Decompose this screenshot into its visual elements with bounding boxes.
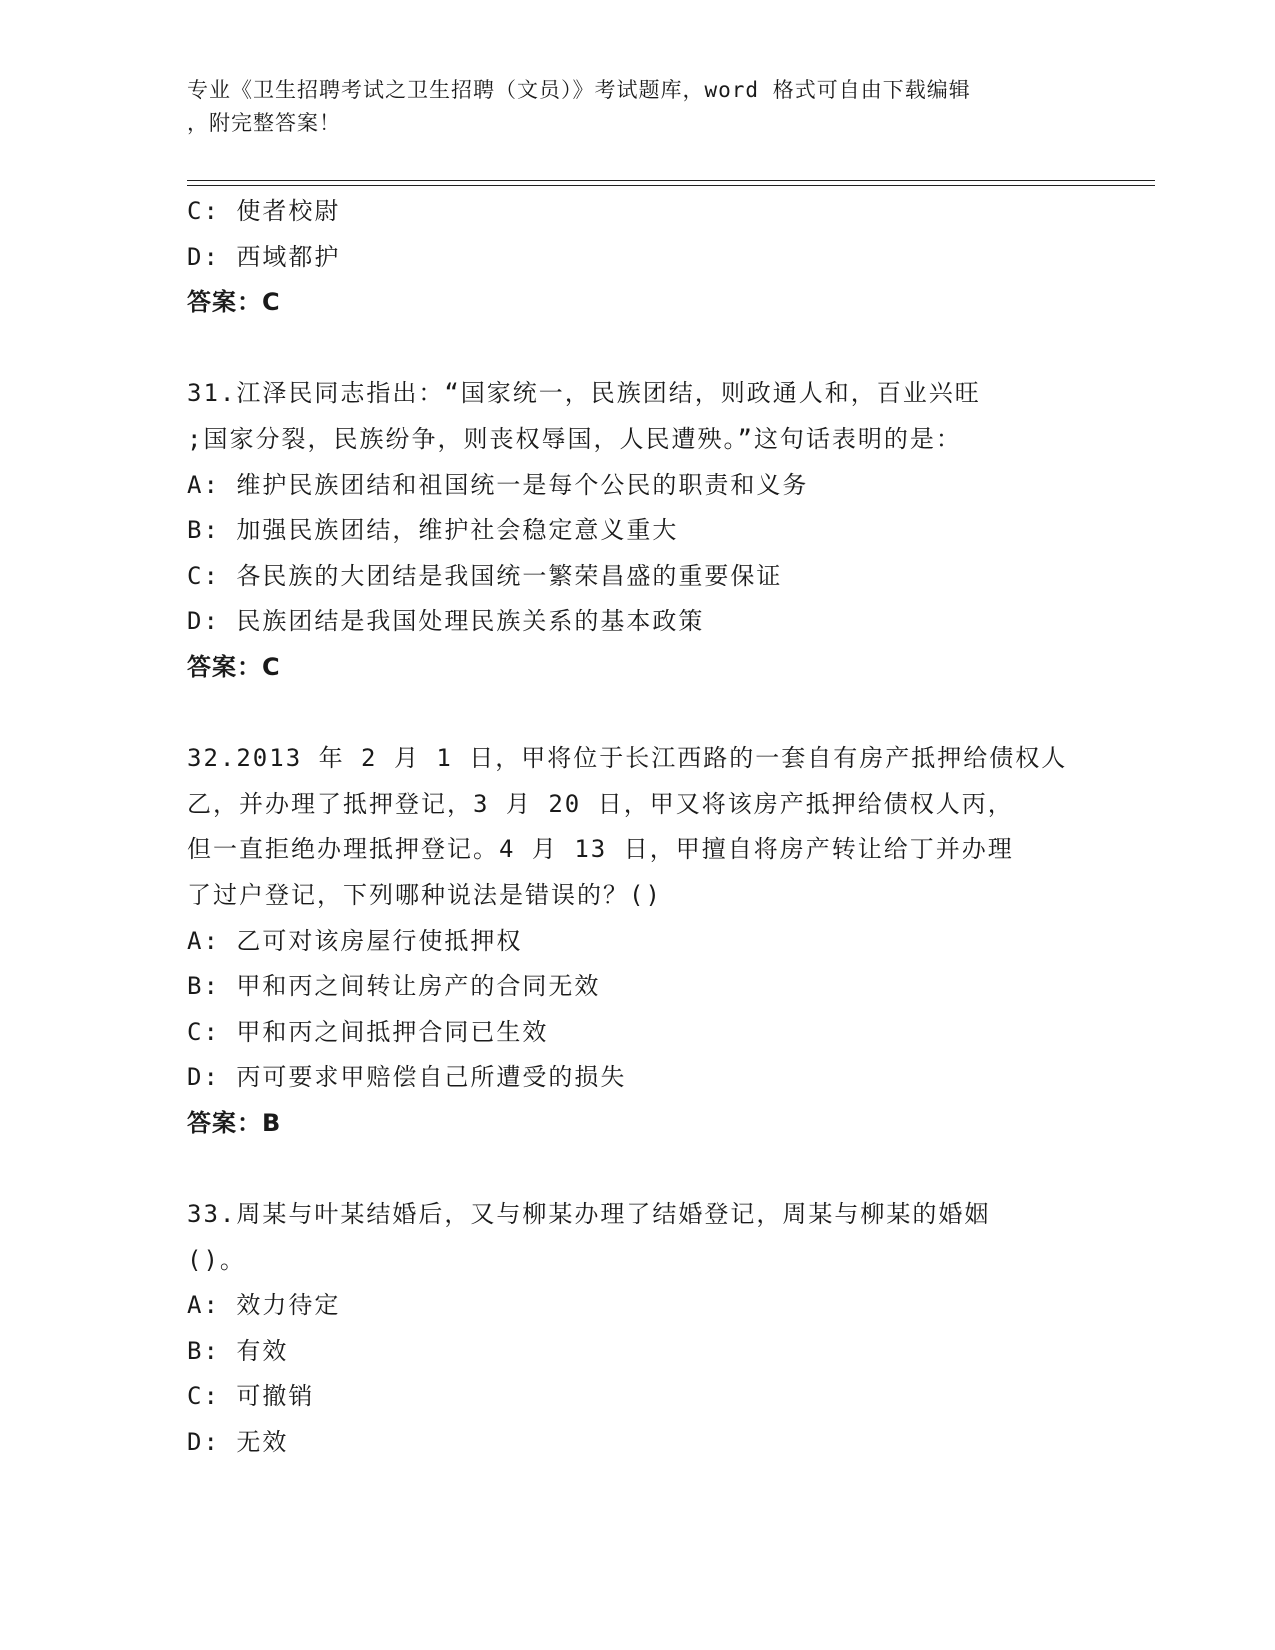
header-line-1: 专业《卫生招聘考试之卫生招聘（文员）》考试题库，word 格式可自由下载编辑 [187, 78, 971, 102]
document-header [187, 74, 1087, 140]
question-stem-line: 31.江泽民同志指出：“国家统一，民族团结，则政通人和，百业兴旺 [187, 379, 981, 408]
question-stem-line: 了过户登记，下列哪种说法是错误的？() [187, 880, 662, 909]
header-divider-top [187, 180, 1155, 181]
question-stem-line: ;国家分裂，民族纷争，则丧权辱国，人民遭殃。”这句话表明的是： [187, 424, 962, 453]
option-d: D: 丙可要求甲赔偿自己所遭受的损失 [187, 1063, 627, 1092]
option-a: A: 效力待定 [187, 1291, 341, 1320]
question-stem-line: 33.周某与叶某结婚后，又与柳某办理了结婚登记，周某与柳某的婚姻 [187, 1200, 991, 1229]
option-b: B: 有效 [187, 1336, 289, 1365]
header-divider-bottom [187, 185, 1155, 186]
option-c: C: 使者校尉 [187, 197, 341, 225]
option-b: B: 甲和丙之间转让房产的合同无效 [187, 972, 601, 1001]
spacer [187, 691, 1147, 737]
option-a: A: 乙可对该房屋行使抵押权 [187, 926, 523, 955]
option-a: A: 维护民族团结和祖国统一是每个公民的职责和义务 [187, 470, 809, 499]
question-list [187, 189, 1147, 1466]
question-33 [187, 1192, 1147, 1466]
option-c: C: 各民族的大团结是我国统一繁荣昌盛的重要保证 [187, 561, 783, 590]
option-b: B: 加强民族团结，维护社会稳定意义重大 [187, 516, 679, 545]
answer-line: 答案：C [187, 288, 281, 317]
option-c: C: 甲和丙之间抵押合同已生效 [187, 1017, 549, 1046]
option-d: D: 民族团结是我国处理民族关系的基本政策 [187, 607, 705, 636]
question-32 [187, 736, 1147, 1146]
question-stem-line: 乙，并办理了抵押登记，3 月 20 日，甲又将该房产抵押给债权人丙， [187, 789, 1014, 818]
option-d: D: 无效 [187, 1428, 289, 1457]
question-stem-line: 但一直拒绝办理抵押登记。4 月 13 日，甲擅自将房产转让给丁并办理 [187, 835, 1014, 864]
header-line-2: ，附完整答案！ [187, 111, 341, 135]
question-31 [187, 371, 1147, 690]
spacer [187, 1146, 1147, 1192]
question-stem-line: ()。 [187, 1245, 246, 1274]
spacer [187, 326, 1147, 372]
option-c: C: 可撤销 [187, 1382, 315, 1411]
answer-line: 答案：B [187, 1108, 282, 1137]
question-stem-line: 32.2013 年 2 月 1 日，甲将位于长江西路的一套自有房产抵押给债权人 [187, 744, 1068, 773]
answer-line: 答案：C [187, 652, 281, 681]
prev-question [187, 189, 1147, 326]
option-d: D: 西域都护 [187, 242, 341, 271]
